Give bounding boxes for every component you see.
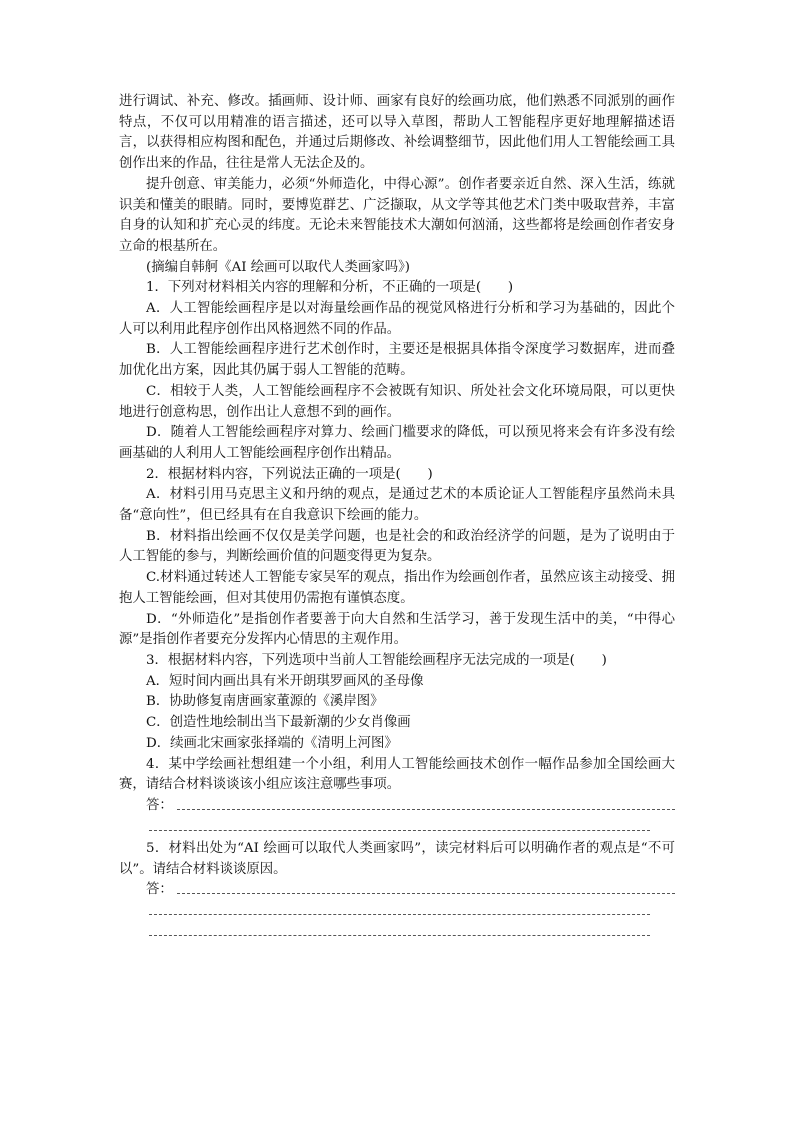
question-4-stem: 4．某中学绘画社想组建一个小组，利用人工智能绘画技术创作一幅作品参加全国绘画大赛，请结合材料谈谈该小组应该注意哪些事项。 xyxy=(119,756,675,793)
question-1-option-c: C．相较于人类，人工智能绘画程序不会被既有知识、所处社会文化环境局限，可以更快地进行创意构思，创作出让人意想不到的画作。 xyxy=(119,383,675,420)
question-2-stem: 2．根据材料内容，下列说法正确的一项是( ) xyxy=(146,466,433,482)
question-5-answer-line-2[interactable] xyxy=(119,902,675,923)
question-1-option-d: D．随着人工智能绘画程序对算力、绘画门槛要求的降低，可以预见将来会有许多没有绘画基础的人利用人工智能绘画程序创作出精品。 xyxy=(119,425,675,461)
passage-paragraph-1: 进行调试、补充、修改。插画师、设计师、画家有良好的绘画功底，他们熟悉不同派别的画作特点，不仅可以用精准的语言描述，还可以导入草图，帮助人工智能程序更好地理解描述语言，以获得相应构图和配色，并通过后期修改、补绘调整细节，因此他们用人工智能绘画工具创作出来的作品，往往是常人无法企及的。 xyxy=(119,94,675,172)
answer-line[interactable] xyxy=(149,830,650,831)
answer-line[interactable] xyxy=(177,809,675,810)
answer-line[interactable] xyxy=(177,893,675,894)
question-3-option-a: A．短时间内画出具有米开朗琪罗画风的圣母像 xyxy=(146,673,424,689)
answer-line[interactable] xyxy=(149,935,650,936)
question-5-stem: 5．材料出处为“AI 绘画可以取代人类画家吗”，读完材料后可以明确作者的观点是“不可以”。请结合材料谈谈原因。 xyxy=(119,840,675,877)
exam-page xyxy=(119,92,675,944)
question-3-option-d: D．续画北宋画家张择端的《清明上河图》 xyxy=(146,735,398,751)
answer-line[interactable] xyxy=(149,914,650,915)
question-5-answer-row[interactable] xyxy=(119,880,675,902)
question-2-option-c: C.材料通过转述人工智能专家吴军的观点，指出作为绘画创作者，虽然应该主动接受、拥抱人工智能绘画，但对其使用仍需抱有谨慎态度。 xyxy=(119,570,675,606)
answer-label: 答： xyxy=(146,797,173,813)
question-1-stem: 1．下列对材料相关内容的理解和分析，不正确的一项是( ) xyxy=(146,280,514,296)
question-3-stem: 3．根据材料内容，下列选项中当前人工智能绘画程序无法完成的一项是( ) xyxy=(146,652,607,668)
question-5-answer-line-3[interactable] xyxy=(119,923,675,944)
question-2-option-a: A．材料引用马克思主义和丹纳的观点，是通过艺术的本质论证人工智能程序虽然尚未具备“意向性”，但已经具有在自我意识下绘画的能力。 xyxy=(119,487,675,524)
question-4-answer-row[interactable] xyxy=(119,796,675,818)
question-4-answer-line-2[interactable] xyxy=(119,818,675,839)
question-2-option-b: B．材料指出绘画不仅仅是美学问题，也是社会的和政治经济学的问题，是为了说明由于人工智能的参与，判断绘画价值的问题变得更为复杂。 xyxy=(119,528,675,565)
question-3-option-c: C．创造性地绘制出当下最新潮的少女肖像画 xyxy=(146,715,411,731)
question-1-option-a: A．人工智能绘画程序是以对海量绘画作品的视觉风格进行分析和学习为基础的，因此个人可以利用此程序创作出风格迥然不同的作品。 xyxy=(119,301,675,337)
passage-paragraph-2: 提升创意、审美能力，必须“外师造化，中得心源”。创作者要亲近自然、深入生活，练就识美和懂美的眼睛。同时，要博览群艺、广泛撷取，从文学等其他艺术门类中吸取营养，丰富自身的认知和扩充心灵的纬度。无论未来智能技术大潮如何汹涌，这些都将是绘画创作者安身立命的根基所在。 xyxy=(119,176,675,254)
answer-label: 答： xyxy=(146,882,173,898)
question-3-option-b: B．协助修复南唐画家董源的《溪岸图》 xyxy=(146,694,384,710)
question-2-option-d: D．“外师造化”是指创作者要善于向大自然和生活学习，善于发现生活中的美，“中得心源”是指创作者要充分发挥内心情思的主观作用。 xyxy=(119,611,675,648)
passage-source: (摘编自韩舸《AI 绘画可以取代人类画家吗》) xyxy=(146,259,410,275)
question-1-option-b: B．人工智能绘画程序进行艺术创作时，主要还是根据具体指令深度学习数据库，进而叠加优化出方案，因此其仍属于弱人工智能的范畴。 xyxy=(119,342,675,379)
